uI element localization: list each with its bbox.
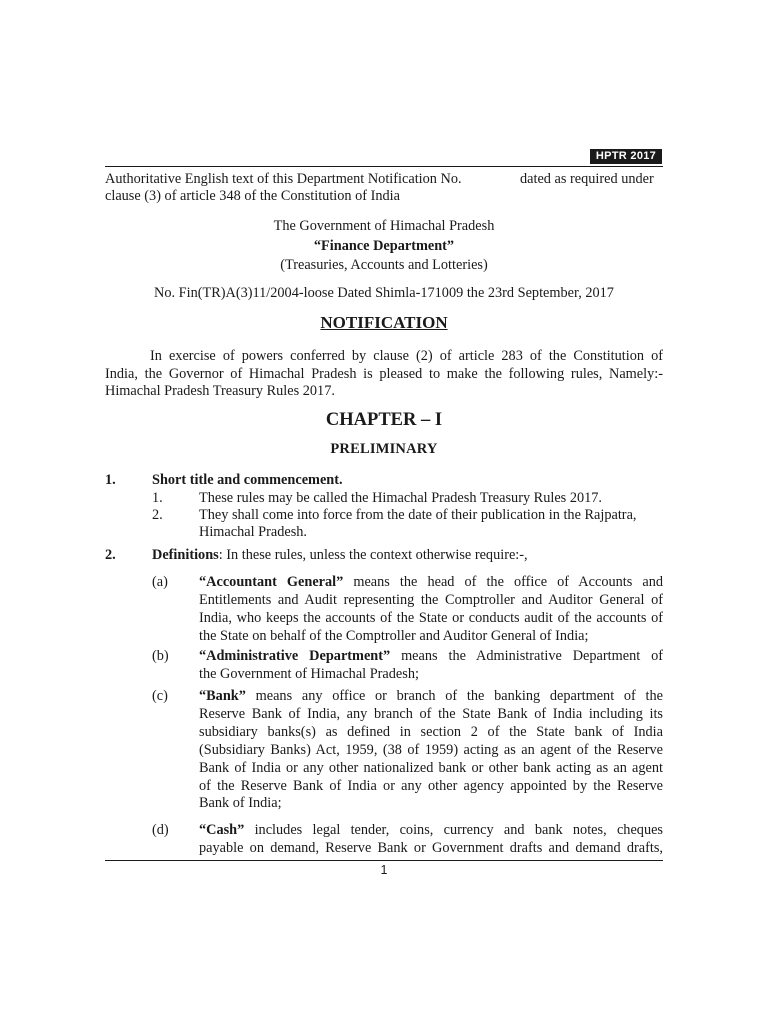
footer-rule	[105, 860, 663, 861]
document-code-badge: HPTR 2017	[590, 149, 662, 164]
preamble-line: Himachal Pradesh Treasury Rules 2017.	[105, 383, 335, 399]
definition-line: India, who keeps the accounts of the State or conducts audit of the accounts of	[199, 609, 663, 626]
definition-term: “Bank”	[199, 688, 246, 704]
definition-line: “Accountant General” means the head of the office of Accounts and	[199, 574, 663, 590]
definition-term: “Cash”	[199, 822, 245, 838]
definition-line: “Administrative Department” means the Administrative Department of	[199, 648, 664, 664]
definition-line: payable on demand, Reserve Bank or Government drafts and demand drafts,	[199, 839, 663, 856]
section-heading: Short title and commencement.	[152, 472, 343, 488]
definition-marker: (b)	[152, 648, 169, 664]
sub-clause-text: Himachal Pradesh.	[199, 524, 307, 540]
sub-clause-text: They shall come into force from the date of their publication in the Rajpatra,	[199, 507, 637, 523]
section-heading	[152, 547, 528, 564]
header-rule	[105, 166, 663, 167]
definition-marker: (d)	[152, 822, 169, 838]
definition-administrative-department	[199, 648, 663, 684]
definition-line: Bank of India or any other nationalized bank or other bank acting as an agent	[199, 759, 663, 776]
chapter-subtitle: PRELIMINARY	[330, 441, 438, 457]
preamble-line: India, the Governor of Himachal Pradesh is pleased to make the following rules, Namely:-	[105, 365, 663, 382]
sub-clause-number: 1.	[152, 490, 163, 506]
definition-line: of the Reserve Bank of India or any other agency appointed by the Reserve	[199, 777, 663, 794]
department-name: “Finance Department”	[313, 238, 455, 254]
authoritative-text-left: Authoritative English text of this Department Notification No.	[105, 171, 462, 187]
section-heading-rest: : In these rules, unless the context otherwise require:-,	[218, 547, 528, 563]
sub-department-name: (Treasuries, Accounts and Lotteries)	[280, 257, 488, 273]
page-number: 1	[380, 863, 388, 877]
definition-line: “Bank” means any office or branch of the banking department of the	[199, 688, 663, 704]
preamble-line: In exercise of powers conferred by clause (2) of article 283 of the Constitution of	[150, 348, 663, 364]
chapter-title: CHAPTER – I	[325, 410, 443, 430]
definition-line: the State on behalf of the Comptroller and Auditor General of India;	[199, 627, 589, 644]
definition-line: (Subsidiary Banks) Act, 1959, (38 of 1959) acting as an agent of the Reserve	[199, 741, 663, 758]
authoritative-text-line-2: clause (3) of article 348 of the Constitution of India	[105, 188, 400, 204]
file-number: No. Fin(TR)A(3)11/2004-loose Dated Shimla-171009 the 23rd September, 2017	[154, 285, 614, 301]
sub-clause-text: These rules may be called the Himachal Pradesh Treasury Rules 2017.	[199, 490, 602, 506]
authoritative-text-right: dated as required under	[520, 171, 654, 187]
definition-line: “Cash” includes legal tender, coins, currency and bank notes, cheques	[199, 822, 663, 838]
definition-line: Bank of India;	[199, 795, 282, 812]
definition-bank	[199, 688, 663, 813]
government-name: The Government of Himachal Pradesh	[273, 218, 495, 234]
definition-accountant-general	[199, 574, 663, 646]
sub-clause-number: 2.	[152, 507, 163, 523]
definition-cash	[199, 822, 663, 858]
definition-marker: (a)	[152, 574, 168, 590]
definition-line: the Government of Himachal Pradesh;	[199, 665, 419, 682]
definition-line: subsidiary banks(s) as defined in section 2 of the State bank of India	[199, 723, 663, 740]
definition-line: Entitlements and Audit representing the Comptroller and Auditor General of	[199, 591, 663, 608]
authoritative-text-line-1	[105, 171, 663, 188]
definition-term: “Administrative Department”	[199, 648, 391, 664]
notification-title: NOTIFICATION	[320, 313, 448, 332]
section-heading-bold: Definitions	[152, 547, 219, 563]
definition-term: “Accountant General”	[199, 574, 344, 590]
definition-line: Reserve Bank of India, any branch of the State Bank of India including its	[199, 705, 663, 722]
definition-marker: (c)	[152, 688, 168, 704]
preamble-paragraph	[105, 348, 663, 401]
section-number: 1.	[105, 472, 116, 488]
section-number: 2.	[105, 547, 116, 563]
